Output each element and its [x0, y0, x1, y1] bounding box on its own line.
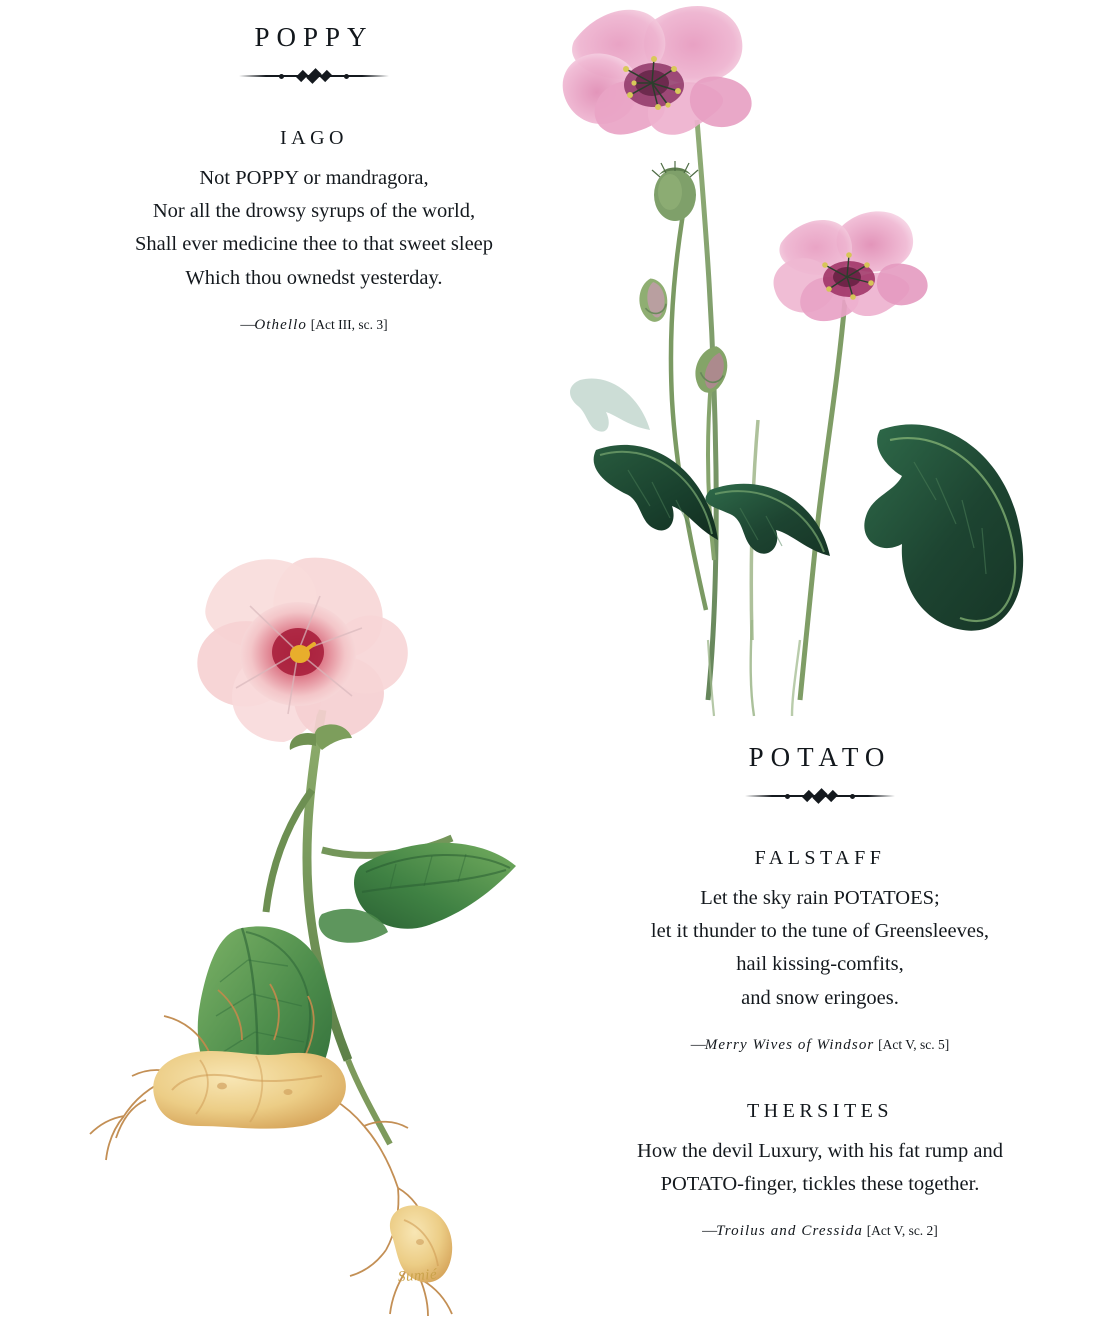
- quote-line: let it thunder to the tune of Greensleeves,: [650, 920, 990, 943]
- ornamental-divider: [745, 789, 895, 803]
- page-title-potato: POTATO: [748, 742, 892, 772]
- attribution-work: Troilus and Cressida: [716, 1223, 863, 1240]
- quote-text-thersites: [550, 1135, 1090, 1201]
- quote-line: Which thou ownedst yesterday.: [185, 266, 443, 289]
- attribution-thersites: [550, 1223, 1090, 1240]
- speaker-name-thersites: THERSITES: [746, 1099, 894, 1122]
- quote-line: Nor all the drowsy syrups of the world,: [152, 200, 476, 223]
- attribution-work: Merry Wives of Windsor: [704, 1036, 875, 1053]
- attribution-locator: [Act V, sc. 5]: [878, 1036, 950, 1052]
- attribution-work: Othello: [254, 316, 308, 333]
- attribution-dash: —: [690, 1036, 705, 1053]
- attribution-dash: —: [702, 1223, 717, 1240]
- quote-line: POTATO-finger, tickles these together.: [660, 1173, 980, 1196]
- quote-line: How the devil Luxury, with his fat rump and: [637, 1139, 1003, 1162]
- potato-entry: [550, 742, 1090, 1240]
- quote-line: hail kissing-comfits,: [736, 953, 904, 976]
- speaker-name-iago: IAGO: [280, 127, 348, 149]
- speaker-name-falstaff: FALSTAFF: [754, 847, 886, 869]
- attribution-dash: —: [240, 316, 255, 333]
- attribution-falstaff: [550, 1037, 1090, 1054]
- ornamental-divider: [239, 69, 389, 83]
- artist-signature: Sumié: [397, 1266, 438, 1286]
- poppy-entry: [60, 22, 568, 334]
- attribution-locator: [Act III, sc. 3]: [310, 316, 388, 332]
- quote-line: Shall ever medicine thee to that sweet sleep: [134, 233, 494, 256]
- page-title-poppy: POPPY: [254, 22, 374, 52]
- quote-line: Not POPPY or mandragora,: [199, 167, 429, 189]
- attribution-iago: [60, 317, 568, 334]
- quote-text-falstaff: [550, 882, 1090, 1015]
- quote-text-iago: [60, 162, 568, 295]
- quote-line: Let the sky rain POTATOES;: [700, 887, 940, 909]
- attribution-locator: [Act V, sc. 2]: [866, 1223, 938, 1239]
- quote-line: and snow eringoes.: [741, 986, 899, 1009]
